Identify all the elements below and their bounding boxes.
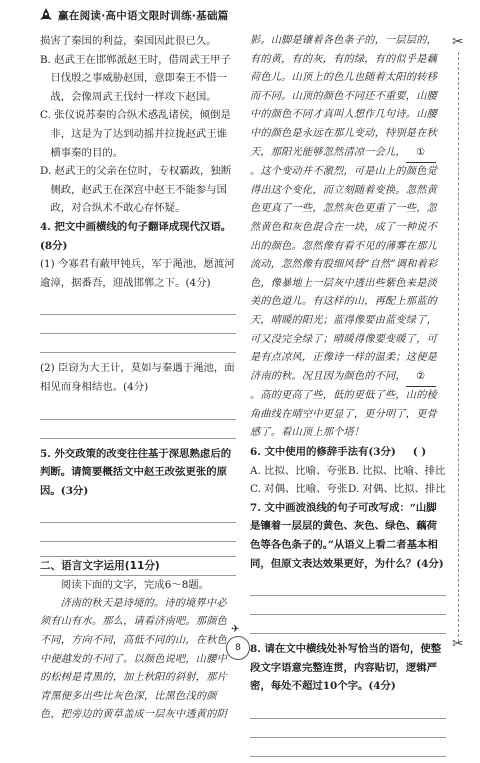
paper-plane-icon: ✈ <box>231 624 240 635</box>
right-column <box>250 32 446 763</box>
option-a[interactable]: A. 比拟、比喻、夸张 <box>250 464 348 477</box>
answer-line[interactable] <box>250 596 446 615</box>
passage-start: 济南的秋天是诗境的。诗的境界中必须有山有水。那么，请看济南吧。那颜色不同，方向不同，高低不同的山，在秋色中便越发的不同了。以颜色说吧，山腰中的松树是青黑的，加上秋阳的斜射，那片青黑便多出些比灰色深，比黑色浅的颜色，把旁边的黄草盖成一层灰中透黄的阴 <box>40 597 227 721</box>
reading-intro: 阅读下面的文字，完成6～8题。 <box>60 579 210 592</box>
question-6-options <box>250 462 446 499</box>
option-b[interactable]: B. 比拟、比喻、排比 <box>348 464 446 477</box>
passage-continued <box>250 32 446 443</box>
answer-line[interactable] <box>40 401 236 420</box>
section-title: 二、语言文字运用(11分) <box>40 560 160 573</box>
answer-lines-8[interactable] <box>250 700 446 757</box>
answer-line[interactable] <box>250 615 446 634</box>
answer-line[interactable] <box>250 738 446 757</box>
answer-line[interactable] <box>40 315 236 334</box>
answer-lines-4-1[interactable] <box>40 296 236 353</box>
question-4-2: (2) 臣窃为大王计，莫如与秦遇于渑池，面相见而身相结也。(4分) <box>40 362 235 393</box>
answer-line[interactable] <box>250 700 446 719</box>
question-7: 7. 文中画波浪线的句子可改写成：“山脚是镶着一层层的黄色、灰色、绿色、藕荷色等各色条子的。”从语义上看二者基本相同，但原文表达效果更好，为什么？(4分) <box>250 501 444 570</box>
answer-line[interactable] <box>40 334 236 353</box>
page-number: 8 <box>226 636 250 660</box>
carryover-text: 损害了秦国的利益，秦国因此很已久。 <box>40 35 217 47</box>
answer-line[interactable] <box>40 504 236 523</box>
answer-lines-4-2[interactable] <box>40 401 236 439</box>
option-d[interactable]: D. 对偶、比拟、排比 <box>348 483 446 496</box>
option-b: B. 赵武王在邯郸派赵王时，借周武王甲子日伐殷之事威胁赵国，意即秦王不惜一战，会像周武王伐纣一样攻下赵国。 <box>40 53 231 103</box>
cut-line <box>458 52 459 642</box>
running-header <box>40 6 250 24</box>
scissors-icon: ✂ <box>452 636 464 652</box>
passage-part-b: 。这个变动并不激烈，可是山上的颜色觉得出这个变化，而立刻随着变换。忽然黄色更真了一些，忽然灰色更重了一些，忽然黄色和灰色混合在一块，成了一种说不出的颜色。忽然像有看不见的薄雾在那儿流动，忽然像有股细风替“自然”调和着彩色，像暴地上一层灰中透出些紫色来是淡美的色道儿。有这样的山，再配上那蓝的天，晴暖的阳光；蓝得像要由蓝变绿了，可又没完全绿了；晴暖得像要变暖了，可是有点凉风，正像诗一样的温柔；这便是济南的秋。况且因为颜色的不同， <box>250 166 438 382</box>
option-c: C. 张仪说苏秦的合纵术惑乱诸侯，倾倒是非，这是为了达到动摇并拉拢赵武王谁横事秦的目的。 <box>40 109 231 159</box>
answer-lines-7[interactable] <box>250 577 446 634</box>
answer-lines-5[interactable] <box>40 504 236 542</box>
question-5: 5. 外交政策的改变往往基于深思熟虑后的判断。请简要概括文中赵王改弦更张的原因。(3分) <box>40 447 232 497</box>
answer-paren[interactable]: ( ) <box>412 446 427 459</box>
blank-2[interactable]: ② <box>406 368 436 388</box>
question-6 <box>250 443 446 462</box>
question-4: 4. 把文中画横线的句子翻译成现代汉语。(8分) <box>40 220 232 252</box>
option-c[interactable]: C. 对偶、比喻、夸张 <box>250 483 348 496</box>
blank-1[interactable]: ① <box>406 144 436 164</box>
question-6-text: 6. 文中使用的修辞手法有(3分) <box>250 446 396 459</box>
header-title: 赢在阅读·高中语文限时训练·基础篇 <box>58 9 229 22</box>
answer-line[interactable] <box>40 296 236 315</box>
scissors-icon: ✂ <box>452 34 464 50</box>
section-heading <box>40 556 236 576</box>
passage-part-c: 。高的更高了些，低的更低了些，山的棱角曲线在晴空中更显了，更分明了，更骨感了。看山顶上那个塔！ <box>250 390 437 439</box>
answer-line[interactable] <box>250 719 446 738</box>
left-column <box>40 32 236 725</box>
question-8: 8. 请在文中横线处补写恰当的语句，使整段文字语意完整连贯，内容贴切，逻辑严密，每处不超过10个字。(4分) <box>250 643 442 693</box>
rocket-icon <box>40 8 52 22</box>
option-d: D. 赵武王的父亲在位时，专权霸政，独断侧政，赵武王在深宫中赵王不能参与国政，对合纵术不敢心存怀疑。 <box>40 165 232 215</box>
answer-line[interactable] <box>40 420 236 439</box>
passage-part-a: 影。山脚是镶着各色条子的，一层层的，有的黄，有的灰，有的绿，有的似乎是藕荷色儿。山顶上的色儿也随着太阳的转移而不同。山顶的颜色不同还不重要，山腰中的颜色不同才真叫人想作几句诗。山腰中的颜色是永远在那儿变动，特别是在秋天，那阳光能够忽然清凉一会儿， <box>250 35 437 158</box>
answer-line[interactable] <box>250 577 446 596</box>
question-4-1: (1) 今寡君有蔽甲钝兵，军于渑池，愿渡河逾漳，据番吾，迎战邯郸之下。(4分) <box>40 258 235 289</box>
answer-line[interactable] <box>40 523 236 542</box>
